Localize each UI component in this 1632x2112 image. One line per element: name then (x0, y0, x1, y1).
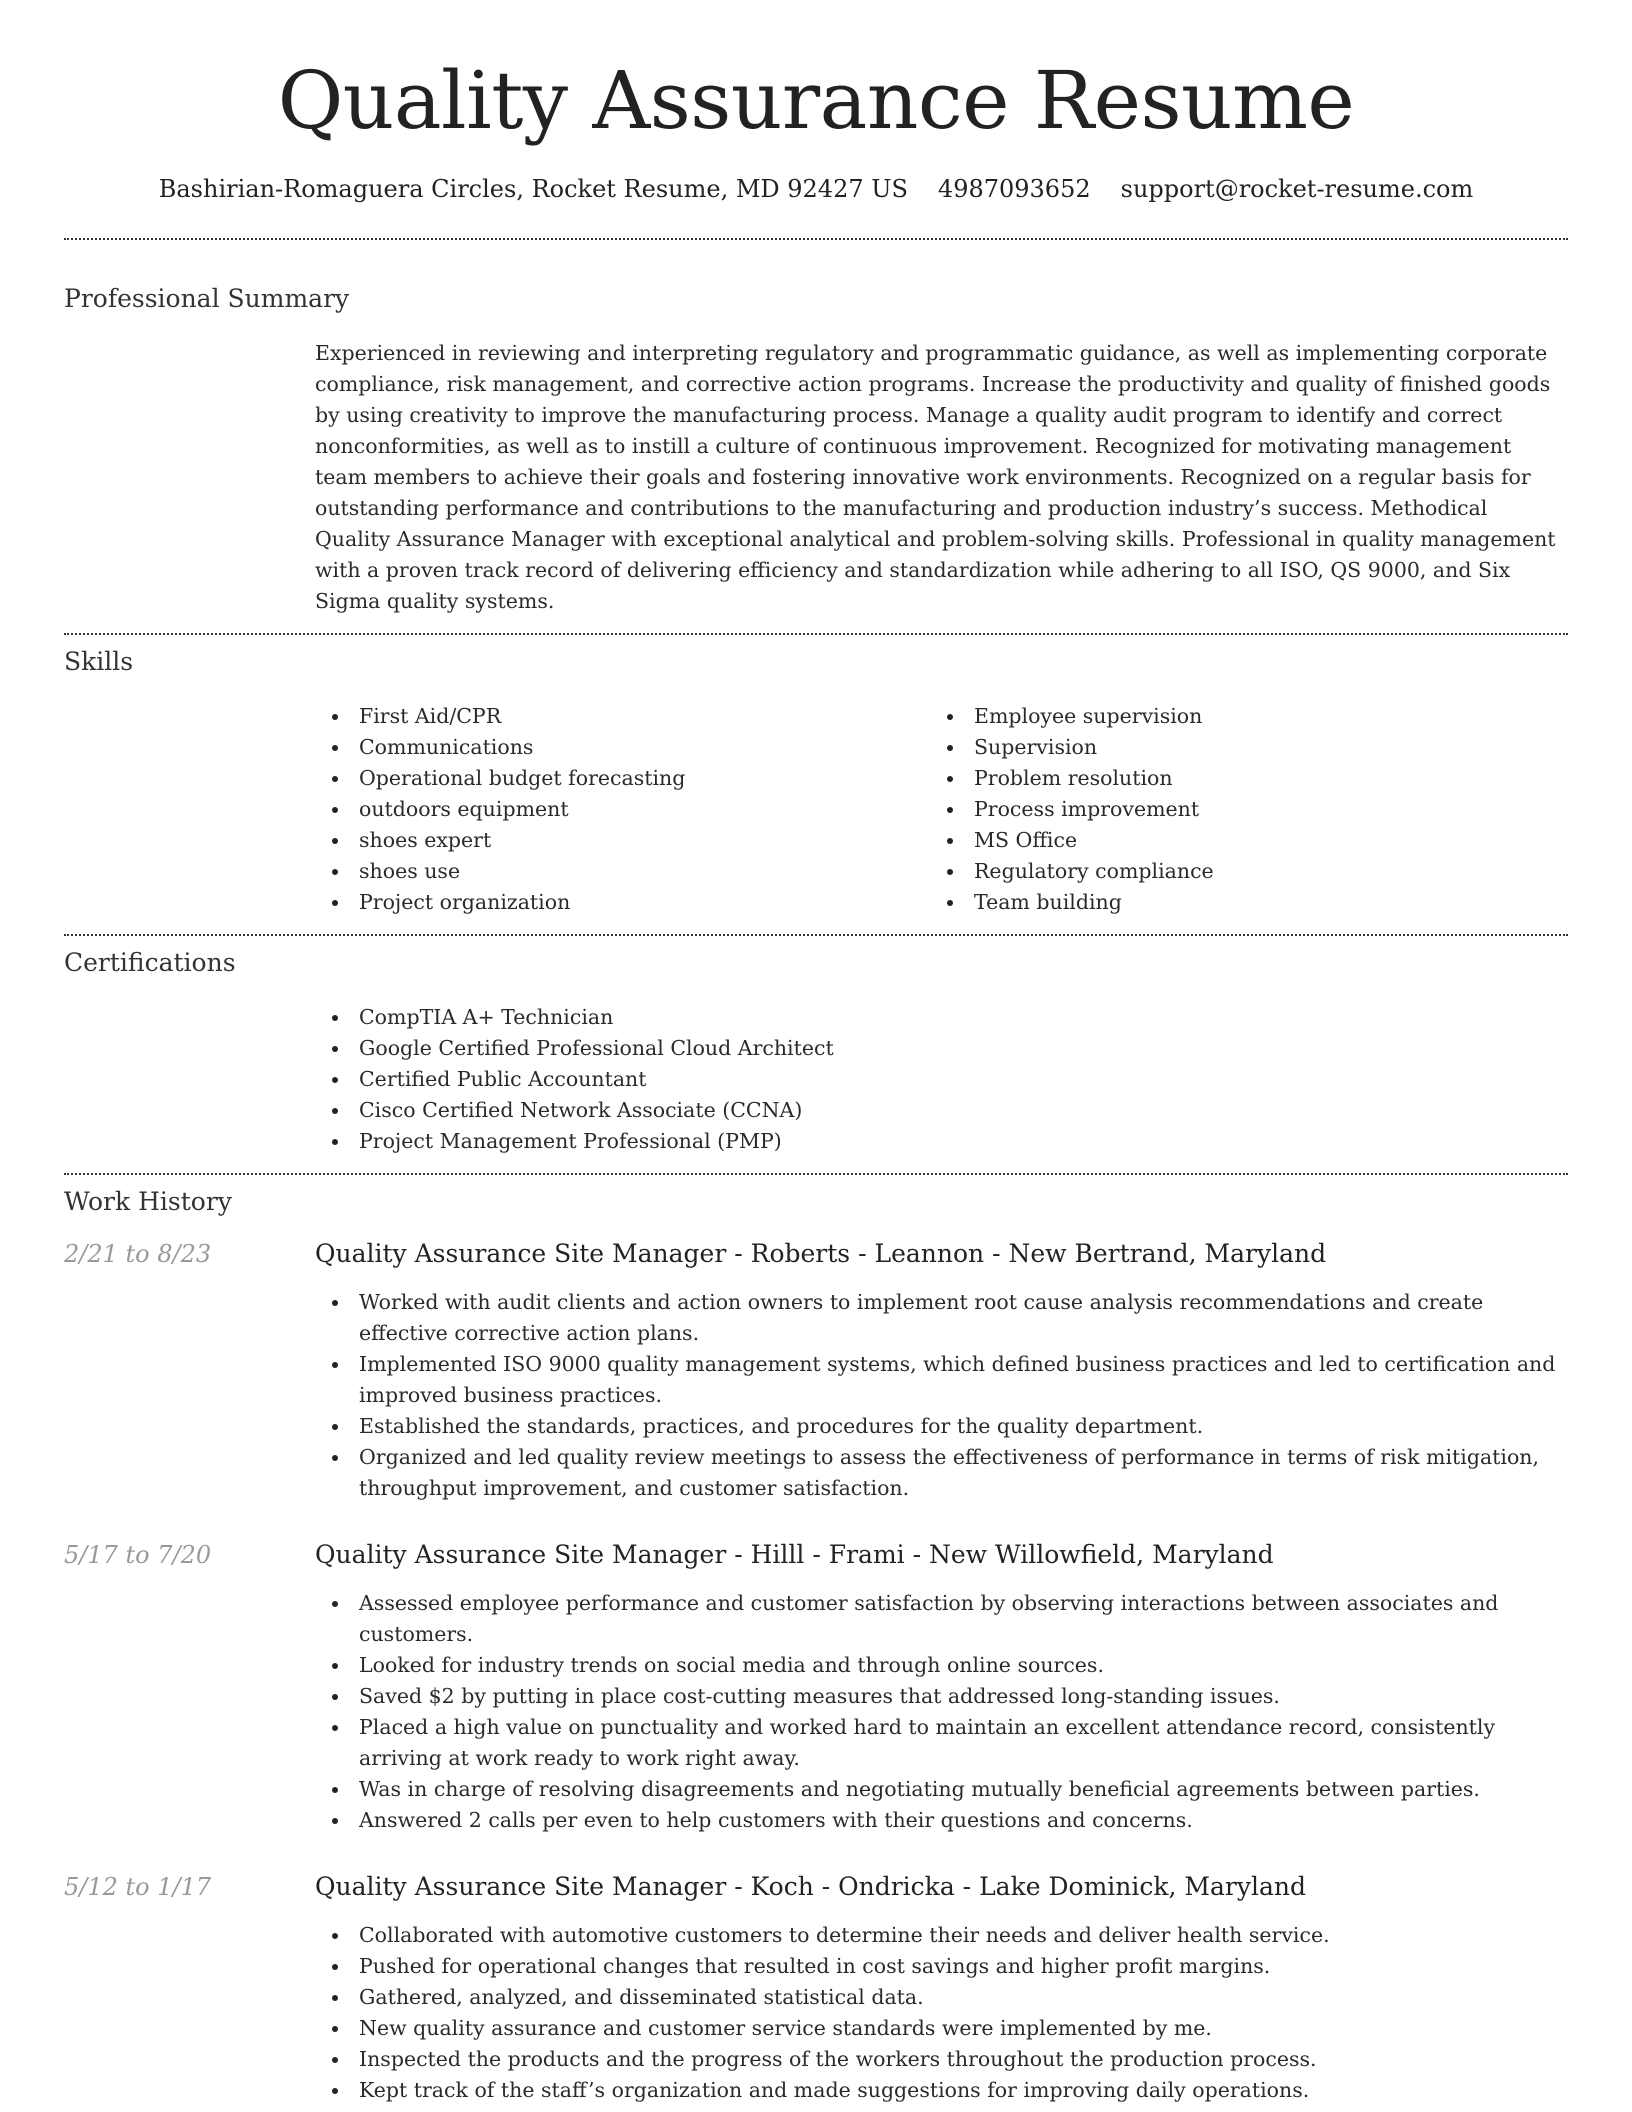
job-title: Quality Assurance Site Manager - Koch - Ondricka - Lake Dominick, Maryland (315, 1872, 1306, 1901)
job-bullet: Was in charge of resolving disagreements and negotiating mutually beneficial agreements between parties. (315, 1774, 1568, 1805)
skill-item: Team building (930, 887, 1545, 918)
contact-email[interactable]: support@rocket-resume.com (1120, 175, 1474, 203)
skill-item: Operational budget forecasting (315, 763, 930, 794)
skills-section (64, 647, 1568, 918)
skill-item: Regulatory compliance (930, 856, 1545, 887)
resume-title: Quality Assurance Resume (277, 54, 1355, 147)
job-dates: 5/17 to 7/20 (64, 1541, 212, 1569)
certification-item: CompTIA A+ Technician (315, 1002, 1568, 1033)
skills-list-left (315, 701, 930, 918)
certifications-heading: Certifications (64, 948, 236, 977)
skill-item: outdoors equipment (315, 794, 930, 825)
job-bullet: Answered 2 calls per even to help customers with their questions and concerns. (315, 1805, 1568, 1836)
job-title: Quality Assurance Site Manager - Hilll - Frami - New Willowfield, Maryland (315, 1540, 1274, 1569)
job-bullet: Placed a high value on punctuality and worked hard to maintain an excellent attendance record, consistently arriving at work ready to work right away. (315, 1712, 1568, 1774)
job-entry (64, 1872, 1568, 2106)
skill-item: Problem resolution (930, 763, 1545, 794)
skill-item: Supervision (930, 732, 1545, 763)
certification-item: Cisco Certified Network Associate (CCNA) (315, 1095, 1568, 1126)
job-bullet: Pushed for operational changes that resulted in cost savings and higher profit margins. (315, 1951, 1568, 1982)
job-dates: 2/21 to 8/23 (64, 1240, 212, 1268)
job-bullets (315, 1920, 1568, 2106)
certification-item: Project Management Professional (PMP) (315, 1126, 1568, 1157)
job-bullet: Inspected the products and the progress of the workers throughout the production process. (315, 2044, 1568, 2075)
job-bullet: Worked with audit clients and action owners to implement root cause analysis recommendations and create effective corrective action plans. (315, 1287, 1568, 1349)
skills-list-right (930, 701, 1545, 918)
job-entry (64, 1239, 1568, 1504)
summary-text: Experienced in reviewing and interpreting regulatory and programmatic guidance, as well as implementing corporate compliance, risk management, and corrective action programs. Increase the productivity and quality of finished goods by using creativity to improve the manufacturing process. Manage a quality audit program to identify and correct nonconformities, as well as to instill a culture of continuous improvement. Recognized for motivating management team members to achieve their goals and fostering innovative work environments. Recognized on a regular basis for outstanding performance and contributions to the manufacturing and production industry’s success. Methodical Quality Assurance Manager with exceptional analytical and problem-solving skills. Professional in quality management with a proven track record of delivering efficiency and standardization while adhering to all ISO, QS 9000, and Six Sigma quality systems. (315, 341, 1556, 613)
skill-item: Employee supervision (930, 701, 1545, 732)
certifications-section (64, 948, 1568, 1157)
job-entry (64, 1540, 1568, 1836)
certification-item: Google Certified Professional Cloud Architect (315, 1033, 1568, 1064)
certification-item: Certified Public Accountant (315, 1064, 1568, 1095)
skills-grid (315, 701, 1568, 918)
job-bullet: New quality assurance and customer service standards were implemented by me. (315, 2013, 1568, 2044)
job-title: Quality Assurance Site Manager - Roberts - Leannon - New Bertrand, Maryland (315, 1239, 1327, 1268)
job-dates: 5/12 to 1/17 (64, 1873, 212, 1901)
contact-address: Bashirian-Romaguera Circles, Rocket Resume, MD 92427 US (158, 175, 908, 203)
summary-section (64, 284, 1568, 617)
resume-page (64, 0, 1568, 2106)
skill-item: Project organization (315, 887, 930, 918)
job-bullet: Kept track of the staff’s organization and made suggestions for improving daily operations. (315, 2075, 1568, 2106)
section-divider (64, 633, 1568, 635)
work-history-heading: Work History (64, 1187, 232, 1216)
job-bullets (315, 1588, 1568, 1836)
skills-heading: Skills (64, 647, 134, 676)
job-bullet: Gathered, analyzed, and disseminated statistical data. (315, 1982, 1568, 2013)
job-bullet: Saved $2 by putting in place cost-cutting measures that addressed long-standing issues. (315, 1681, 1568, 1712)
job-bullet: Implemented ISO 9000 quality management systems, which defined business practices and led to certification and improved business practices. (315, 1349, 1568, 1411)
job-bullets (315, 1287, 1568, 1504)
work-history-section (64, 1187, 1568, 2106)
job-bullet: Established the standards, practices, and procedures for the quality department. (315, 1411, 1568, 1442)
skill-item: Communications (315, 732, 930, 763)
job-bullet: Looked for industry trends on social media and through online sources. (315, 1650, 1568, 1681)
job-bullet: Assessed employee performance and customer satisfaction by observing interactions between associates and customers. (315, 1588, 1568, 1650)
section-divider (64, 238, 1568, 240)
job-bullet: Collaborated with automotive customers to determine their needs and deliver health service. (315, 1920, 1568, 1951)
contact-line (64, 174, 1568, 204)
job-bullet: Organized and led quality review meetings to assess the effectiveness of performance in terms of risk mitigation, throughput improvement, and customer satisfaction. (315, 1442, 1568, 1504)
skill-item: shoes use (315, 856, 930, 887)
contact-phone: 4987093652 (937, 175, 1091, 203)
skill-item: MS Office (930, 825, 1545, 856)
certifications-list (315, 1002, 1568, 1157)
skill-item: shoes expert (315, 825, 930, 856)
summary-heading: Professional Summary (64, 284, 350, 313)
section-divider (64, 1173, 1568, 1175)
skill-item: First Aid/CPR (315, 701, 930, 732)
section-divider (64, 934, 1568, 936)
skill-item: Process improvement (930, 794, 1545, 825)
